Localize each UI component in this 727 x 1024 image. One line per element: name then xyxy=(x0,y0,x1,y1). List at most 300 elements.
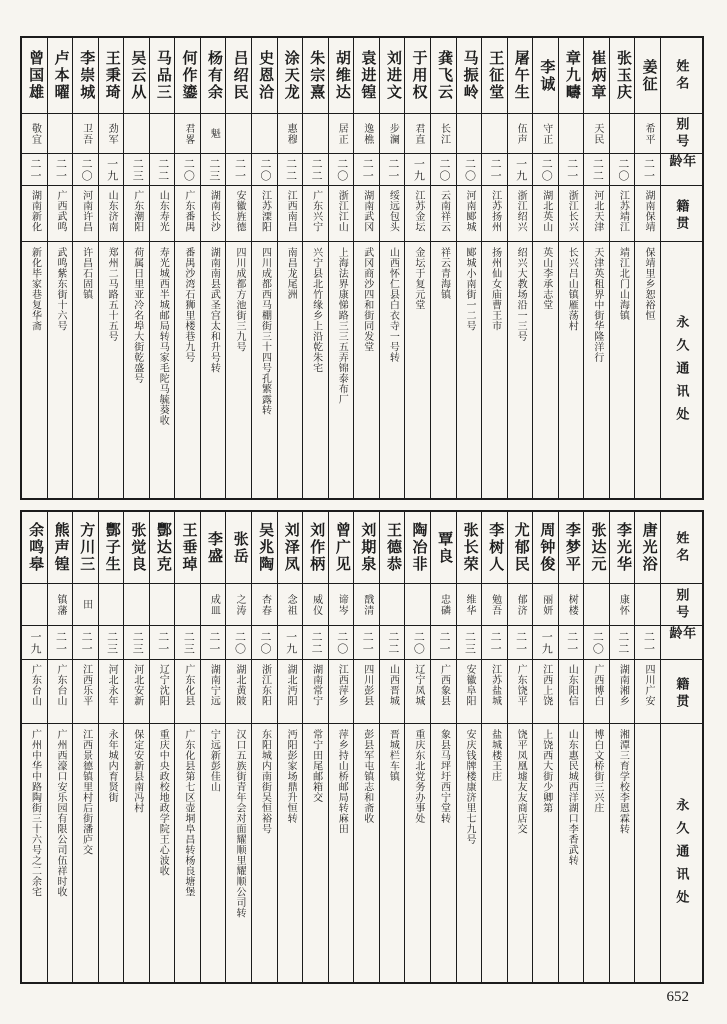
name-cell: 余鸣皋 xyxy=(22,512,47,584)
alias-cell xyxy=(150,114,175,154)
person-column xyxy=(430,512,456,982)
age-cell: 一九 xyxy=(508,154,533,186)
native-cell: 湖北英山 xyxy=(533,186,558,242)
person-column xyxy=(430,38,456,498)
name-cell: 周钟俊 xyxy=(533,512,558,584)
roster-table-bottom xyxy=(20,510,704,984)
name-cell: 涂天龙 xyxy=(278,38,303,114)
address-cell: 沔阳彭家场鼎升恒转 xyxy=(285,729,297,824)
person-column xyxy=(379,38,405,498)
name-cell: 屠午生 xyxy=(508,38,533,114)
header-name: 姓名 xyxy=(661,512,702,584)
native-cell: 辽宁凤城 xyxy=(405,660,430,724)
age-cell: 二三 xyxy=(99,626,124,660)
address-cell: 永年城内育贤街 xyxy=(106,729,118,803)
name-cell: 吕绍民 xyxy=(226,38,251,114)
alias-cell xyxy=(482,114,507,154)
person-column xyxy=(583,38,609,498)
address-cell: 四川成都方池街三九号 xyxy=(233,247,245,352)
roster-tables xyxy=(20,36,704,984)
address-cell: 四川成都西马棚街三十四号孔繁露转 xyxy=(259,247,271,415)
alias-cell: 成皿 xyxy=(201,584,226,626)
address-cell: 宁远新彭佳山 xyxy=(208,729,220,792)
alias-cell: 长江 xyxy=(431,114,456,154)
native-cell: 江苏溧阳 xyxy=(252,186,277,242)
name-cell: 杨有余 xyxy=(201,38,226,114)
address-cell: 许昌石固镇 xyxy=(80,247,92,300)
age-cell: 二一 xyxy=(559,626,584,660)
name-cell: 覃良 xyxy=(431,512,456,584)
address-cell: 保定安新县南冯村 xyxy=(131,729,143,813)
age-cell: 二一 xyxy=(380,154,405,186)
address-cell: 靖江北门山海镇 xyxy=(617,247,629,321)
address-cell: 武冈商沙四和街同发堂 xyxy=(361,247,373,352)
alias-cell: 忠磷 xyxy=(431,584,456,626)
address-cell: 山西怀仁县白衣寺一号转 xyxy=(387,247,399,363)
person-column xyxy=(302,512,328,982)
page-number: 652 xyxy=(666,989,689,1005)
address-cell: 广州中华中路陶街三十六号之二余宅 xyxy=(29,729,41,897)
native-cell: 四川彭县 xyxy=(354,660,379,724)
name-cell: 龚飞云 xyxy=(431,38,456,114)
native-cell: 河南郾城 xyxy=(457,186,482,242)
person-column xyxy=(609,512,635,982)
address-cell: 金坛于复元堂 xyxy=(412,247,424,310)
native-cell: 云南祥云 xyxy=(431,186,456,242)
person-column xyxy=(251,512,277,982)
alias-cell: 天民 xyxy=(584,114,609,154)
age-cell: 一九 xyxy=(405,154,430,186)
address-cell: 新化毕家巷复华斋 xyxy=(29,247,41,331)
native-cell: 浙江东阳 xyxy=(252,660,277,724)
age-cell: 二一 xyxy=(22,154,47,186)
name-cell: 何作鎏 xyxy=(175,38,200,114)
age-cell: 二〇 xyxy=(431,154,456,186)
age-cell: 二三 xyxy=(124,626,149,660)
native-cell: 江苏扬州 xyxy=(482,186,507,242)
native-cell: 湖北黄陂 xyxy=(226,660,251,724)
header-name: 姓名 xyxy=(661,38,702,114)
native-cell: 广东台山 xyxy=(48,660,73,724)
alias-cell: 之涛 xyxy=(226,584,251,626)
address-cell: 象县马坪圩西宁堂转 xyxy=(438,729,450,824)
person-column xyxy=(277,38,303,498)
age-cell: 二二 xyxy=(584,154,609,186)
name-cell: 马品三 xyxy=(150,38,175,114)
name-cell: 陶冶非 xyxy=(405,512,430,584)
alias-cell: 希平 xyxy=(635,114,660,154)
alias-cell: 镇藩 xyxy=(48,584,73,626)
age-cell: 二三 xyxy=(124,154,149,186)
name-cell: 李盛 xyxy=(201,512,226,584)
person-column xyxy=(200,512,226,982)
person-column xyxy=(225,512,251,982)
header-permanent-address: 永久通讯处 xyxy=(674,315,690,430)
address-cell: 郾城小南街一二号 xyxy=(464,247,476,331)
age-cell: 二一 xyxy=(73,626,98,660)
name-cell: 于用权 xyxy=(405,38,430,114)
person-column xyxy=(149,38,175,498)
address-cell: 萍乡持山桥邮局转麻田 xyxy=(336,729,348,834)
person-column xyxy=(200,38,226,498)
age-cell: 二〇 xyxy=(252,626,277,660)
name-cell: 刘作柄 xyxy=(303,512,328,584)
person-column xyxy=(532,512,558,982)
native-cell: 湖南保靖 xyxy=(635,186,660,242)
person-column xyxy=(174,512,200,982)
address-cell: 广东化县第七区壶垌阜昌转杨良塘堡 xyxy=(182,729,194,897)
name-cell: 袁进锽 xyxy=(354,38,379,114)
person-column xyxy=(277,512,303,982)
name-cell: 酆子生 xyxy=(99,512,124,584)
address-cell: 晋城栏车镇 xyxy=(387,729,399,782)
alias-cell: 逸樵 xyxy=(354,114,379,154)
name-cell: 王秉琦 xyxy=(99,38,124,114)
alias-cell xyxy=(124,114,149,154)
alias-cell xyxy=(252,114,277,154)
person-column xyxy=(123,512,149,982)
address-cell: 重庆中央政校地政学院王心波收 xyxy=(157,729,169,876)
alias-cell: 丽妍 xyxy=(533,584,558,626)
native-cell: 河北天津 xyxy=(584,186,609,242)
address-cell: 东阳城内南街吴恒裕号 xyxy=(259,729,271,834)
native-cell: 广西博白 xyxy=(584,660,609,724)
age-cell: 二〇 xyxy=(226,626,251,660)
name-cell: 章九疇 xyxy=(559,38,584,114)
alias-cell xyxy=(99,584,124,626)
name-cell: 李诚 xyxy=(533,38,558,114)
native-cell: 广西武鸣 xyxy=(48,186,73,242)
person-column xyxy=(481,512,507,982)
person-column xyxy=(98,38,124,498)
person-column xyxy=(174,38,200,498)
person-column xyxy=(634,38,660,498)
alias-cell xyxy=(175,584,200,626)
address-cell: 郑州二马路五十五号 xyxy=(106,247,118,342)
native-cell: 湖北沔阳 xyxy=(278,660,303,724)
person-column xyxy=(404,512,430,982)
age-cell: 二二 xyxy=(303,154,328,186)
alias-cell: 步澜 xyxy=(380,114,405,154)
address-cell: 荷属日里亚冷名埠大街乾盛号 xyxy=(131,247,143,384)
person-column xyxy=(609,38,635,498)
native-cell: 浙江长兴 xyxy=(559,186,584,242)
address-cell: 英山李承志堂 xyxy=(540,247,552,310)
person-column xyxy=(379,512,405,982)
native-cell: 江苏金坛 xyxy=(405,186,430,242)
address-cell: 上海法界康悌路三三五弄锦泰布厂 xyxy=(336,247,348,405)
header-column-top xyxy=(660,38,702,498)
person-column xyxy=(634,512,660,982)
age-cell: 二三 xyxy=(201,154,226,186)
age-cell: 二一 xyxy=(482,154,507,186)
person-column xyxy=(404,38,430,498)
age-cell: 二二 xyxy=(150,154,175,186)
address-cell: 寿光城西半城邮局转马家毛陀马毓葵收 xyxy=(157,247,169,426)
age-cell: 二一 xyxy=(508,626,533,660)
alias-cell: 郁济 xyxy=(508,584,533,626)
age-cell: 二二 xyxy=(610,626,635,660)
address-cell: 江西景德镇里村后街潘庐交 xyxy=(80,729,92,855)
native-cell: 江西南昌 xyxy=(278,186,303,242)
alias-cell: 守正 xyxy=(533,114,558,154)
alias-cell: 伍声 xyxy=(508,114,533,154)
address-cell: 上饶西大街少卿第 xyxy=(540,729,552,813)
age-cell: 二一 xyxy=(431,626,456,660)
alias-cell: 念祖 xyxy=(278,584,303,626)
native-cell: 河南许昌 xyxy=(73,186,98,242)
age-cell: 二二 xyxy=(278,154,303,186)
age-cell: 二〇 xyxy=(405,626,430,660)
native-cell: 山东阳信 xyxy=(559,660,584,724)
name-cell: 方川三 xyxy=(73,512,98,584)
name-cell: 吴云从 xyxy=(124,38,149,114)
native-cell: 绥远包头 xyxy=(380,186,405,242)
alias-cell: 居正 xyxy=(329,114,354,154)
address-cell: 祥云青海镇 xyxy=(438,247,450,300)
name-cell: 刘期泉 xyxy=(354,512,379,584)
age-cell: 一九 xyxy=(99,154,124,186)
address-cell: 绍兴大教场沿一三号 xyxy=(515,247,527,342)
address-cell: 南昌龙尾洲 xyxy=(285,247,297,300)
alias-cell: 树楼 xyxy=(559,584,584,626)
person-column xyxy=(22,512,47,982)
person-column xyxy=(353,38,379,498)
name-cell: 张达元 xyxy=(584,512,609,584)
age-cell: 二一 xyxy=(559,154,584,186)
person-column xyxy=(583,512,609,982)
address-cell: 重庆东北党务办事处 xyxy=(412,729,424,824)
person-column xyxy=(507,38,533,498)
name-cell: 马振岭 xyxy=(457,38,482,114)
age-cell: 二二 xyxy=(303,626,328,660)
name-cell: 朱宗熹 xyxy=(303,38,328,114)
age-cell: 二一 xyxy=(226,154,251,186)
header-column-bottom xyxy=(660,512,702,982)
alias-cell xyxy=(48,114,73,154)
address-cell: 番禺沙湾石狮里楼巷九号 xyxy=(182,247,194,363)
person-column xyxy=(72,512,98,982)
person-column xyxy=(302,38,328,498)
age-cell: 二一 xyxy=(48,626,73,660)
native-cell: 广东兴宁 xyxy=(303,186,328,242)
name-cell: 酆达克 xyxy=(150,512,175,584)
address-cell xyxy=(635,724,660,982)
age-cell: 二〇 xyxy=(610,154,635,186)
age-cell: 二二 xyxy=(380,626,405,660)
age-cell: 二一 xyxy=(635,626,660,660)
age-cell: 二一 xyxy=(354,154,379,186)
person-column xyxy=(98,512,124,982)
native-cell: 湖南长沙 xyxy=(201,186,226,242)
native-cell: 湖南新化 xyxy=(22,186,47,242)
age-cell: 二一 xyxy=(482,626,507,660)
address-cell: 彭县军屯镇志和斋收 xyxy=(361,729,373,824)
address-cell: 保靖里乡恕裕恒 xyxy=(642,247,654,321)
native-cell: 湖南宁远 xyxy=(201,660,226,724)
address-cell: 山东惠民城西洋湖口李香武转 xyxy=(566,729,578,866)
person-column xyxy=(532,38,558,498)
person-column xyxy=(123,38,149,498)
alias-cell: 君直 xyxy=(405,114,430,154)
header-alias: 别号 xyxy=(661,584,702,626)
native-cell: 河北永年 xyxy=(99,660,124,724)
native-cell: 浙江江山 xyxy=(329,186,354,242)
alias-cell xyxy=(380,584,405,626)
name-cell: 史恩洽 xyxy=(252,38,277,114)
header-alias: 别号 xyxy=(661,114,702,154)
alias-cell: 魁 xyxy=(201,114,226,154)
native-cell: 广东台山 xyxy=(22,660,47,724)
native-cell: 山西晋城 xyxy=(380,660,405,724)
name-cell: 张长荣 xyxy=(457,512,482,584)
age-cell: 二三 xyxy=(457,626,482,660)
person-column xyxy=(47,38,73,498)
alias-cell: 杏春 xyxy=(252,584,277,626)
native-cell: 广东化县 xyxy=(175,660,200,724)
alias-cell xyxy=(124,584,149,626)
native-cell: 广东潮阳 xyxy=(124,186,149,242)
native-cell: 广东番禺 xyxy=(175,186,200,242)
alias-cell: 敬宜 xyxy=(22,114,47,154)
native-cell: 江西上饶 xyxy=(533,660,558,724)
name-cell: 胡维达 xyxy=(329,38,354,114)
native-cell: 山东寿光 xyxy=(150,186,175,242)
age-cell: 二一 xyxy=(354,626,379,660)
alias-cell: 戬清 xyxy=(354,584,379,626)
alias-cell: 谛岑 xyxy=(329,584,354,626)
person-column xyxy=(456,38,482,498)
name-cell: 崔炳章 xyxy=(584,38,609,114)
person-column xyxy=(353,512,379,982)
address-cell: 兴宁县北竹缘乡上沿乾朱宅 xyxy=(310,247,322,373)
name-cell: 姜征 xyxy=(635,38,660,114)
age-cell: 二三 xyxy=(175,626,200,660)
alias-cell xyxy=(405,584,430,626)
age-cell: 二一 xyxy=(48,154,73,186)
native-cell: 江苏盐城 xyxy=(482,660,507,724)
age-cell: 一九 xyxy=(533,626,558,660)
name-cell: 王垂琸 xyxy=(175,512,200,584)
age-cell: 二〇 xyxy=(329,154,354,186)
address-cell: 湘潭三育学校李恩霖转 xyxy=(617,729,629,834)
native-cell: 辽宁沈阳 xyxy=(150,660,175,724)
address-cell: 广州西濠口安乐园有限公司伍祥时收 xyxy=(55,729,67,897)
name-cell: 李光华 xyxy=(610,512,635,584)
name-cell: 尤郁民 xyxy=(508,512,533,584)
name-cell: 卢本曜 xyxy=(48,38,73,114)
alias-cell: 田 xyxy=(73,584,98,626)
age-cell: 二一 xyxy=(201,626,226,660)
age-cell: 二〇 xyxy=(584,626,609,660)
name-cell: 李崇城 xyxy=(73,38,98,114)
native-cell: 四川广安 xyxy=(635,660,660,724)
age-cell: 二〇 xyxy=(175,154,200,186)
native-cell: 江西乐平 xyxy=(73,660,98,724)
alias-cell: 劲军 xyxy=(99,114,124,154)
native-cell: 湖南常宁 xyxy=(303,660,328,724)
person-column xyxy=(22,38,47,498)
name-cell: 唐光浴 xyxy=(635,512,660,584)
age-cell: 二〇 xyxy=(73,154,98,186)
name-cell: 曾国雄 xyxy=(22,38,47,114)
alias-cell xyxy=(150,584,175,626)
person-column xyxy=(328,512,354,982)
address-cell: 武鸣紫东街十六号 xyxy=(55,247,67,331)
name-cell: 王德恭 xyxy=(380,512,405,584)
alias-cell: 惠穆 xyxy=(278,114,303,154)
name-cell: 张觉良 xyxy=(124,512,149,584)
address-cell: 饶平凤凰墟友友商店交 xyxy=(515,729,527,834)
address-cell: 湖南南县武圣宫太和升号转 xyxy=(208,247,220,373)
alias-cell: 卫吾 xyxy=(73,114,98,154)
address-cell: 天津英租界中街华隆洋行 xyxy=(591,247,603,363)
name-cell: 李梦平 xyxy=(559,512,584,584)
name-cell: 曾广见 xyxy=(329,512,354,584)
alias-cell: 勉吾 xyxy=(482,584,507,626)
age-cell: 一九 xyxy=(22,626,47,660)
native-cell: 安徽旌德 xyxy=(226,186,251,242)
address-cell: 常宁田尾邮箱交 xyxy=(310,729,322,803)
age-cell: 二一 xyxy=(150,626,175,660)
alias-cell xyxy=(610,114,635,154)
alias-cell: 威仪 xyxy=(303,584,328,626)
name-cell: 王征堂 xyxy=(482,38,507,114)
age-cell: 二一 xyxy=(635,154,660,186)
person-column xyxy=(481,38,507,498)
age-cell: 二〇 xyxy=(252,154,277,186)
person-column xyxy=(225,38,251,498)
alias-cell: 康怀 xyxy=(610,584,635,626)
person-column xyxy=(558,38,584,498)
name-cell: 吴兆陶 xyxy=(252,512,277,584)
address-cell: 汉口五族街青年会对面耀顺里耀顺公司转 xyxy=(233,729,245,918)
alias-cell xyxy=(303,114,328,154)
native-cell: 江苏靖江 xyxy=(610,186,635,242)
alias-cell xyxy=(559,114,584,154)
native-cell: 山东济南 xyxy=(99,186,124,242)
alias-cell xyxy=(635,584,660,626)
roster-table-top xyxy=(20,36,704,500)
native-cell: 浙江绍兴 xyxy=(508,186,533,242)
native-cell: 湖南湘乡 xyxy=(610,660,635,724)
address-cell: 盐城楼王庄 xyxy=(489,729,501,782)
address-cell: 安庆钱牌楼康济里七九号 xyxy=(464,729,476,845)
native-cell: 江西萍乡 xyxy=(329,660,354,724)
name-cell: 李树人 xyxy=(482,512,507,584)
name-cell: 刘泽凤 xyxy=(278,512,303,584)
age-cell: 二〇 xyxy=(329,626,354,660)
alias-cell: 维华 xyxy=(457,584,482,626)
person-column xyxy=(328,38,354,498)
native-cell: 湖南武冈 xyxy=(354,186,379,242)
name-cell: 张玉庆 xyxy=(610,38,635,114)
person-column xyxy=(456,512,482,982)
address-cell: 扬州仙女庙曹王市 xyxy=(489,247,501,331)
address-cell: 长兴吕山镇雁荡村 xyxy=(566,247,578,331)
person-column xyxy=(149,512,175,982)
name-cell: 刘进文 xyxy=(380,38,405,114)
person-column xyxy=(558,512,584,982)
age-cell: 二〇 xyxy=(533,154,558,186)
name-cell: 张岳 xyxy=(226,512,251,584)
alias-cell xyxy=(226,114,251,154)
person-column xyxy=(251,38,277,498)
native-cell: 广东饶平 xyxy=(508,660,533,724)
alias-cell: 君畧 xyxy=(175,114,200,154)
alias-cell xyxy=(584,584,609,626)
header-age: 年龄 xyxy=(661,154,702,186)
